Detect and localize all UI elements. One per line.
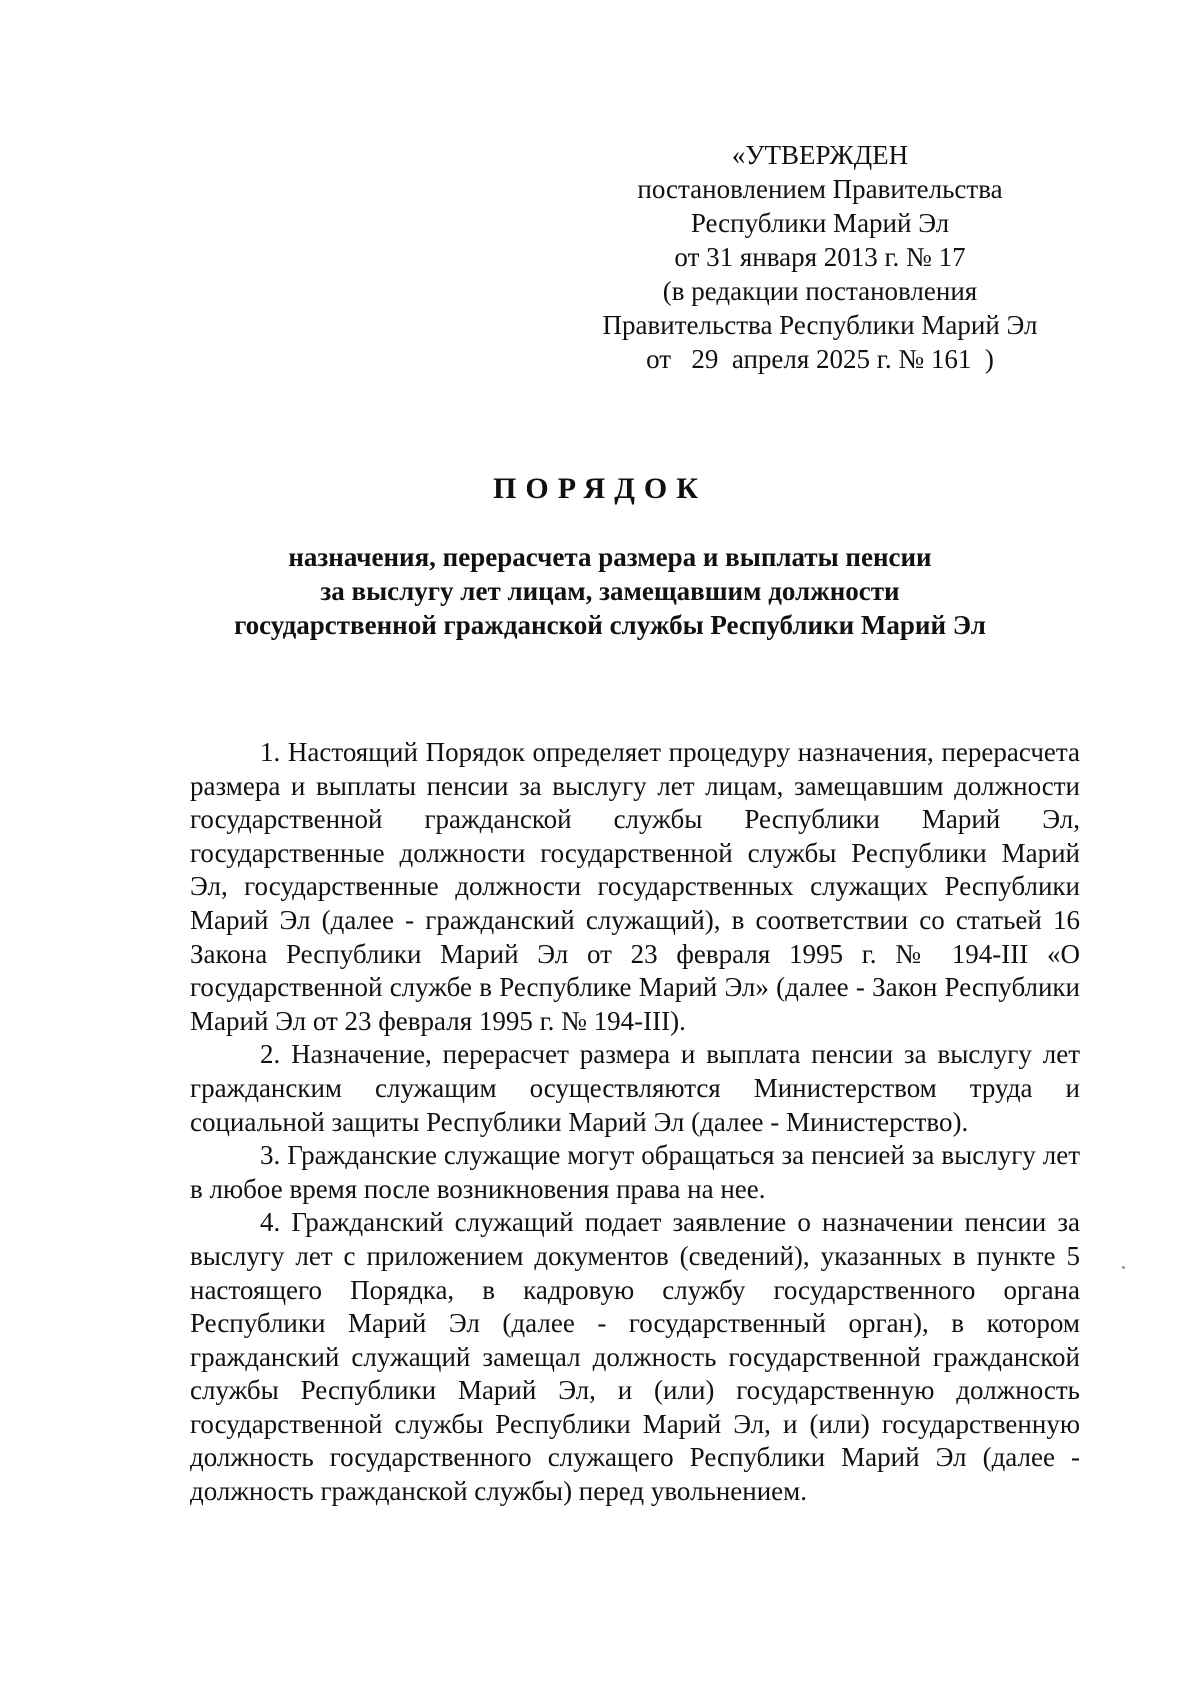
approval-line: от 29 апреля 2025 г. № 161 ) <box>646 344 994 374</box>
paragraph-3: 3. Гражданские служащие могут обращаться за пенсией за выслугу лет в любое время после возникновения права на нее. <box>190 1140 1080 1204</box>
document-title: ПОРЯДОК <box>493 472 707 505</box>
document-body <box>190 736 1080 1509</box>
paragraph-2: 2. Назначение, перерасчет размера и выплата пенсии за выслугу лет гражданским служащим осуществляются Министерством труда и социальной защиты Республики Марий Эл (далее - Министерство). <box>190 1039 1080 1137</box>
paragraph-1: 1. Настоящий Порядок определяет процедуру назначения, перерасчета размера и выплаты пенсии за выслугу лет лицам, замещавшим должности государственной гражданской службы Республики Марий Эл, государственные должности государственной службы Республики Марий Эл, государственные должности государственных служащих Республики Марий Эл (далее - гражданский служащий), в соответствии со статьей 16 Закона Республики Марий Эл от 23 февраля 1995 г. № 194-III «О государственной службе в Республике Марий Эл» (далее - Закон Республики Марий Эл от 23 февраля 1995 г. № 194-III). <box>190 737 1080 1036</box>
approval-line: Правительства Республики Марий Эл <box>602 310 1038 340</box>
subtitle-line: назначения, перерасчета размера и выплаты пенсии <box>288 542 932 572</box>
scan-speck <box>1122 1266 1125 1269</box>
approval-line: постановлением Правительства <box>637 174 1003 204</box>
subtitle-line: государственной гражданской службы Республики Марий Эл <box>234 610 986 640</box>
approval-line: от 31 января 2013 г. № 17 <box>674 242 966 272</box>
paragraph-4: 4. Гражданский служащий подает заявление о назначении пенсии за выслугу лет с приложением документов (сведений), указанных в пункте 5 настоящего Порядка, в кадровую службу государственного органа Республики Марий Эл (далее - государственный орган), в котором гражданский служащий замещал должность государственной гражданской службы Республики Марий Эл, и (или) государственную должность государственной службы Республики Марий Эл, и (или) государственную должность государственного служащего Республики Марий Эл (далее - должность гражданской службы) перед увольнением. <box>190 1207 1080 1507</box>
subtitle-line: за выслугу лет лицам, замещавшим должности <box>320 576 900 606</box>
approval-line: Республики Марий Эл <box>690 208 950 238</box>
approval-line: (в редакции постановления <box>662 276 978 306</box>
document-subtitle <box>160 540 1060 642</box>
approval-line: «УТВЕРЖДЕН <box>731 140 909 170</box>
approval-stamp <box>560 138 1080 376</box>
